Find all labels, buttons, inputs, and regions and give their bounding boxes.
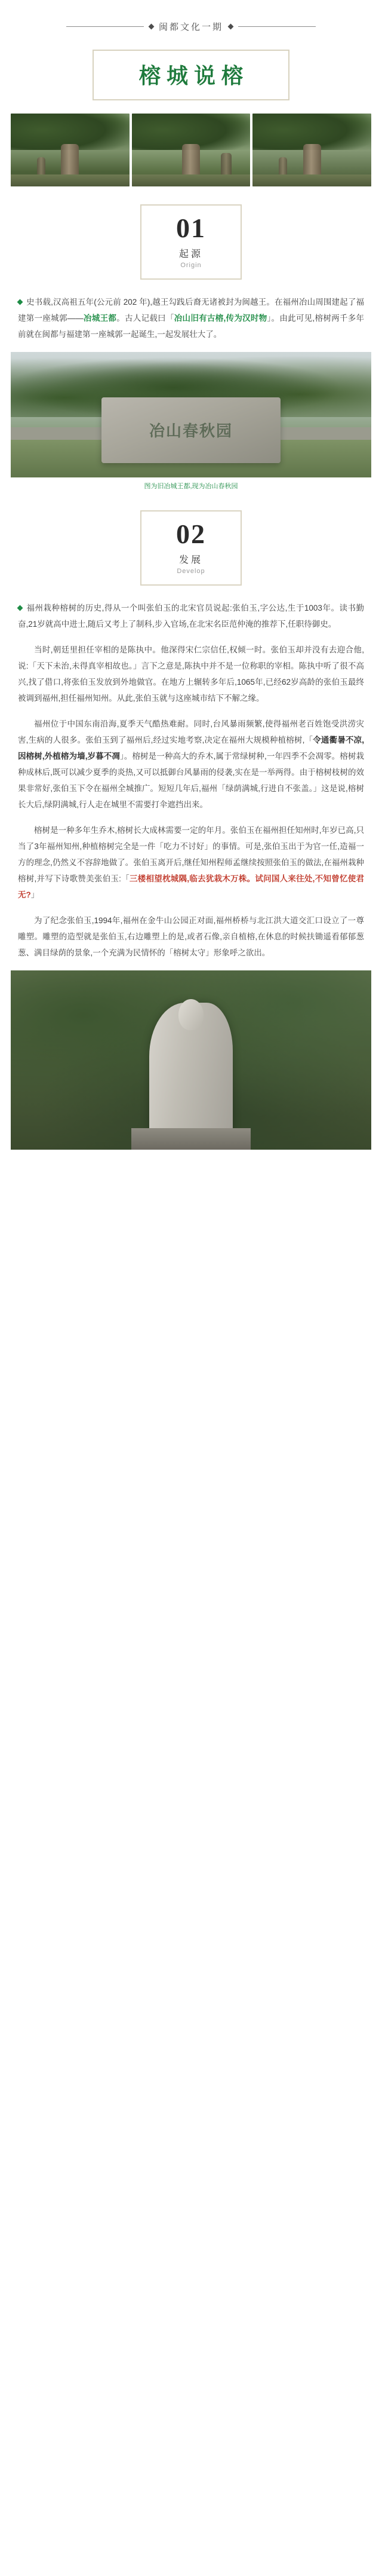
statue-base: [131, 1128, 251, 1150]
section-card-02: [140, 510, 242, 586]
section-number: 01: [176, 213, 206, 243]
ribbon-diamond-left: [149, 24, 155, 30]
paragraph: 当时,朝廷里担任宰相的是陈执中。他深得宋仁宗信任,权倾一时。张伯玉却并没有去迎合他,说:「天下未治,未得真宰相故也。」言下之意是,陈执中并不是一位称职的宰相。陈执中听了很不高兴,找了借口,将张伯玉发放到外地做官。在地方上辗转多年后,1065年,已经62岁高龄的张伯玉最终被调到福州,担任福州知州。从此,张伯玉就与这座城市结下不解之缘。: [18, 645, 364, 703]
figure-stone-monument: [101, 397, 281, 463]
photo-ground: [11, 174, 130, 186]
section-title-en: Develop: [177, 568, 205, 575]
section-number: 02: [176, 518, 206, 549]
figure-zhang-boyu-statue: [11, 970, 371, 1150]
header-ribbon: [0, 0, 382, 39]
figure-image: [11, 352, 371, 477]
section-title-cn: 起源: [178, 249, 203, 260]
paragraph: 为了纪念张伯玉,1994年,福州在金牛山公园正对面,福州桥桥与北江洪大道交汇口设立了一尊雕塑。雕塑的造型就是张伯玉,右边雕塑上的是,或者石像,亲自植榕,在休息的时候扶锄遥看郁郁葱葱、满目绿荫的景象,一个充满为民情怀的「榕树太守」形象呼之欲出。: [18, 916, 364, 958]
photo-ground: [252, 174, 371, 186]
ribbon-line-left: [66, 26, 144, 27]
title-box: [93, 50, 289, 100]
paragraph: [18, 294, 364, 342]
page-title: 榕城说榕: [138, 64, 249, 88]
photo-ground: [132, 174, 251, 186]
paragraph-text: 福州栽种榕树的历史,得从一个叫张伯玉的北宋官员说起:张伯玉,字公达,生于1003年。读书勤奋,21岁就高中进士,随后又考上了制科,步入官场,在北宋名臣范仲淹的推荐下,任职待御史。: [18, 604, 364, 629]
stone-inscription: 冶山春秋园: [149, 422, 233, 440]
section-01-body: [0, 294, 382, 342]
photo-banyan-2: [132, 114, 251, 186]
section-02-body: [0, 600, 382, 961]
paragraph: 福州位于中国东南沿海,夏季天气酷热难耐。同时,台风暴雨频繁,使得福州老百姓饱受洪涝灾害,生病的人很多。张伯玉到了福州后,经过实地考察,决定在福州大规模种植榕树,「令通衢暑不凉,因榕树,外植榕为墙,岁暮不凋」。榕树是一种高大的乔木,属于常绿树种,一年四季不会凋零。榕树栽种成林后,既可以减少夏季的炎热,又可以抵御台风暴雨的侵袭,实在是一举两得。由于榕树枝树的效果非常好,张伯玉下令在福州全城推广。短短几年后,福州「绿荫满城,行进自不张盖。」这是说,榕树长大后,绿阴满城,行人走在城里不需要打伞遮挡出来。: [18, 719, 364, 810]
photo-banyan-3: [252, 114, 371, 186]
figure-yeshan-park: [11, 352, 371, 492]
diamond-bullet-icon: [17, 605, 23, 611]
section-title-en: Origin: [180, 262, 202, 269]
ribbon-diamond-right: [228, 24, 234, 30]
paragraph: [18, 600, 364, 632]
article-page: [0, 0, 382, 1188]
page-tail-spacer: [0, 1153, 382, 1164]
figure-caption: 图为旧冶城王都,现为冶山春秋园: [144, 483, 238, 491]
paragraph: 榕树是一种多年生乔木,榕树长大成林需要一定的年月。张伯玉在福州担任知州时,年岁已高,只当了3年福州知州,种植榕树完全是一件「吃力不讨好」的事情。可是,张伯玉出于为官一任,造福一方的理念,仍然义不容辞地做了。张伯玉离开后,继任知州程师孟继续按照张伯玉的做法,在福州栽种榕树,并写下诗歌赞美张伯玉:「三楼相望枕城隅,临去犹栽木万株。试问国人来往处,不知曾忆使君无?」: [18, 826, 364, 900]
paragraph-text: 史书载,汉高祖五年(公元前 202 年),越王勾践后裔无诸被封为闽越王。在福州冶山周围建起了福建第一座城郭——冶城王都。古人记载曰「冶山旧有古榕,传为汉时物」。由此可见,榕树两千多年前就在闽都与福建第一座城郭一起诞生,一起发展壮大了。: [18, 298, 365, 339]
diamond-bullet-icon: [17, 299, 23, 305]
section-title-cn: 发展: [178, 555, 203, 566]
photo-banyan-1: [11, 114, 130, 186]
statue-head: [178, 999, 204, 1030]
photo-strip: [0, 114, 382, 186]
section-card-01: [140, 204, 242, 280]
ribbon-label: 闽都文化一期: [158, 22, 223, 32]
statue-image: [11, 970, 371, 1150]
ribbon-line-right: [238, 26, 316, 27]
